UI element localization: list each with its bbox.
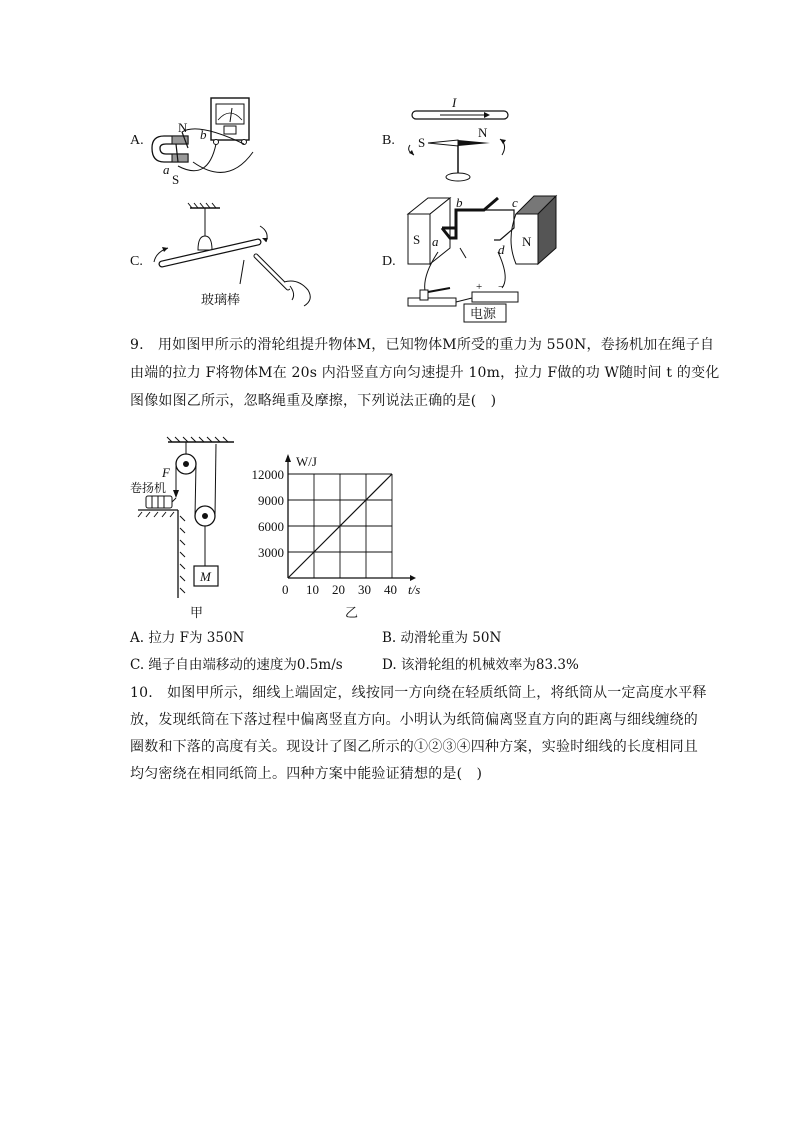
x-axis-label: t/s xyxy=(408,582,421,597)
force-label: F xyxy=(162,465,170,480)
label-d-b: b xyxy=(456,195,463,210)
y-tick-label: 9000 xyxy=(258,493,284,508)
label-d-n: N xyxy=(522,234,532,249)
svg-text:+: + xyxy=(476,281,483,293)
q9-choice-c[interactable]: C. 绳子自由端移动的速度为0.5m/s xyxy=(130,657,343,673)
work-time-chart xyxy=(250,450,440,610)
label-d-c: c xyxy=(512,195,518,210)
q9-line-2: 由端的拉力 F将物体M在 20s 内沿竖直方向匀速提升 10m，拉力 F做的功 W随时间 t 的变化 xyxy=(130,365,720,381)
label-a-s: S xyxy=(172,172,180,187)
figure-jia-caption: 甲 xyxy=(190,606,204,621)
figure-a-galvanometer-setup xyxy=(148,92,258,187)
q10-line-4: 均匀密绕在相同纸筒上。四种方案中能验证猜想的是( ) xyxy=(130,766,483,782)
x-tick-label: 20 xyxy=(332,582,345,597)
label-a-n: N xyxy=(178,120,188,135)
option-a-letter: A. xyxy=(130,133,144,148)
power-source-label: 电源 xyxy=(470,307,497,322)
x-tick-label: 0 xyxy=(282,582,289,597)
y-axis-label: W/J xyxy=(296,454,317,469)
y-tick-label: 6000 xyxy=(258,519,284,534)
label-d-d: d xyxy=(498,242,505,257)
q9-line-1: 9. 用如图甲所示的滑轮组提升物体M，已知物体M所受的重力为 550N，卷扬机加在绳子自 xyxy=(130,337,715,353)
figure-jia-pulley-system xyxy=(128,436,240,616)
q9-choice-a[interactable]: A. 拉力 F为 350N xyxy=(130,630,245,646)
q10-line-3: 圈数和下落的高度有关。现设计了图乙所示的①②③④四种方案，实验时细线的长度相同且 xyxy=(130,739,698,755)
y-tick-label: 3000 xyxy=(258,545,284,560)
label-d-a: a xyxy=(432,234,439,249)
option-b-letter: B. xyxy=(382,133,395,148)
label-b-i: I xyxy=(452,95,457,110)
q10-line-2: 放，发现纸筒在下落过程中偏离竖直方向。小明认为纸筒偏离竖直方向的距离与细线缠绕的 xyxy=(130,712,698,728)
q9-choice-b[interactable]: B. 动滑轮重为 50N xyxy=(382,630,502,646)
x-tick-label: 40 xyxy=(384,582,397,597)
figure-d-motor-setup xyxy=(398,192,563,326)
x-tick-label: 10 xyxy=(306,582,319,597)
label-d-s: S xyxy=(413,232,421,247)
glass-rod-caption: 玻璃棒 xyxy=(201,293,241,308)
x-tick-label: 30 xyxy=(358,582,371,597)
label-b-n: N xyxy=(478,125,488,140)
y-tick-label: 12000 xyxy=(251,467,284,482)
q9-line-3: 图像如图乙所示，忽略绳重及摩擦，下列说法正确的是( ) xyxy=(130,393,497,409)
figure-yi-caption: 乙 xyxy=(345,606,359,621)
q10-line-1: 10. 如图甲所示，细线上端固定，线按同一方向绕在轻质纸筒上，将纸筒从一定高度水平释 xyxy=(130,685,707,701)
label-a-a: a xyxy=(163,162,170,177)
svg-text:−: − xyxy=(498,281,505,293)
option-c-letter: C. xyxy=(130,254,143,269)
option-d-letter: D. xyxy=(382,254,396,269)
winch-label: 卷扬机 xyxy=(130,481,167,495)
label-b-s: S xyxy=(418,135,426,150)
q9-choice-d[interactable]: D. 该滑轮组的机械效率为83.3% xyxy=(382,657,579,673)
figure-b-oersted-setup xyxy=(400,95,520,185)
mass-label: M xyxy=(200,569,211,584)
label-a-b: b xyxy=(200,127,207,142)
